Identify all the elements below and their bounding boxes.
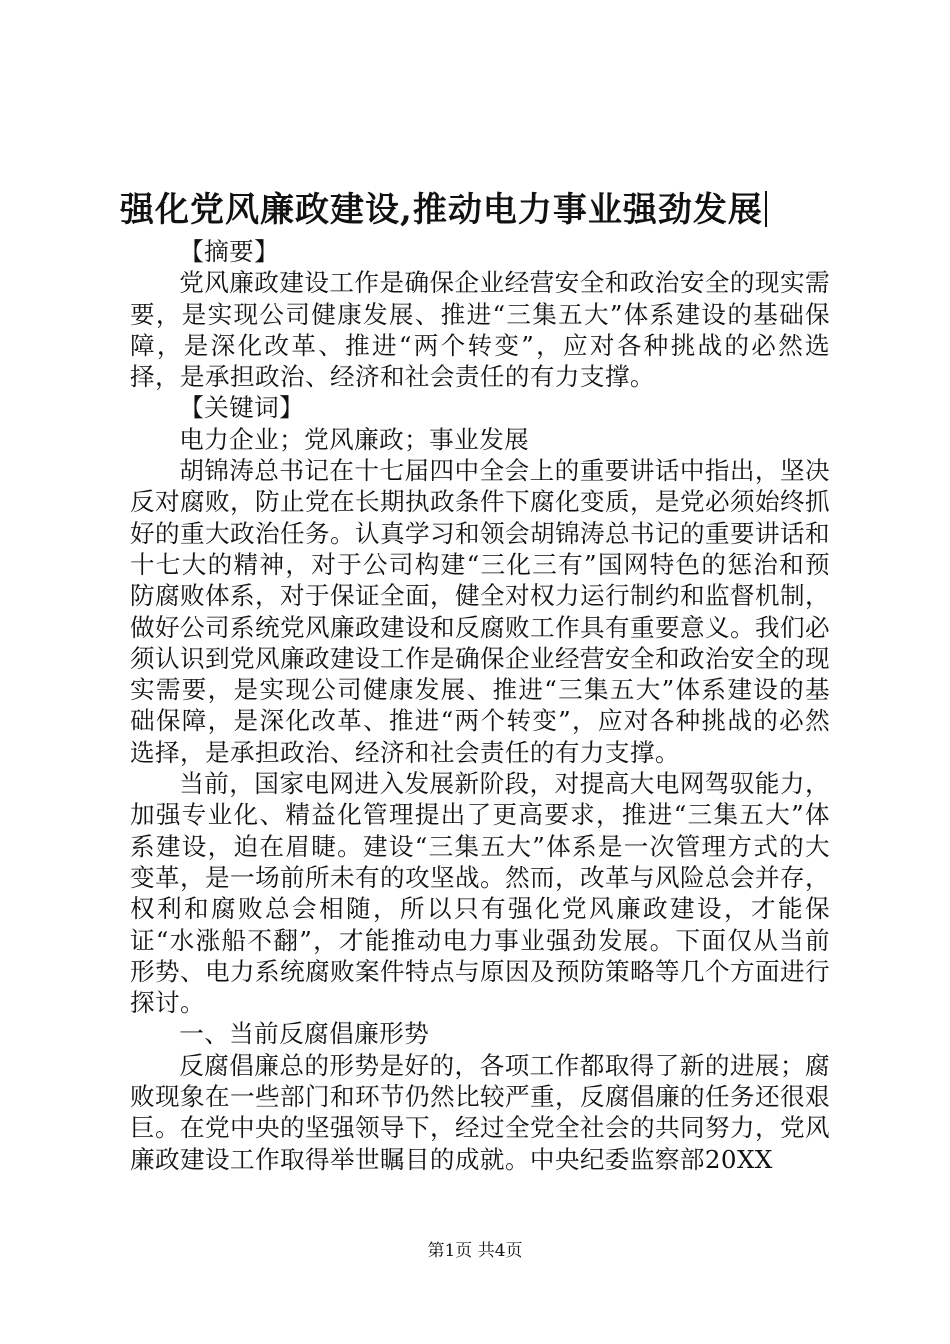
section-heading: 一、当前反腐倡廉形势 <box>179 1019 430 1049</box>
abstract-heading: 【摘要】 <box>179 237 280 266</box>
body-paragraph: 当前，国家电网进入发展新阶段，对提高大电网驾驭能力，加强专业化、精益化管理提出了更高要求，推进“三集五大”体系建设，迫在眉睫。建设“三集五大”体系是一次管理方式的大变革，是一场前所未有的攻坚战。然而，改革与风险总会并存，权利和腐败总会相随，所以只有强化党风廉政建设，才能保证“水涨船不翻”，才能推动电力事业强劲发展。下面仅从当前形势、电力系统腐败案件特点与原因及预防策略等几个方面进行探讨。 <box>130 769 830 1018</box>
text-cursor <box>765 191 767 227</box>
title-text: 强化党风廉政建设,推动电力事业强劲发展 <box>120 190 763 230</box>
keywords-paragraph: 电力企业；党风廉政；事业发展 <box>179 424 530 454</box>
page-footer: 第1页 共4页 <box>427 1241 523 1261</box>
keywords-heading: 【关键词】 <box>179 393 305 423</box>
document-body <box>130 236 830 1175</box>
body-paragraph: 胡锦涛总书记在十七届四中全会上的重要讲话中指出，坚决反对腐败，防止党在长期执政条件下腐化变质，是党必须始终抓好的重大政治任务。认真学习和领会胡锦涛总书记的重要讲话和十七大的精神，对于公司构建“三化三有”国网特色的惩治和预防腐败体系，对于保证全面，健全对权力运行制约和监督机制，做好公司系统党风廉政建设和反腐败工作具有重要意义。我们必须认识到党风廉政建设工作是确保企业经营安全和政治安全的现实需要，是实现公司健康发展、推进“三集五大”体系建设的基础保障，是深化改革、推进“两个转变”，应对各种挑战的必然选择，是承担政治、经济和社会责任的有力支撑。 <box>130 456 830 767</box>
body-paragraph: 反腐倡廉总的形势是好的，各项工作都取得了新的进展；腐败现象在一些部门和环节仍然比较严重，反腐倡廉的任务还很艰巨。在党中央的坚强领导下，经过全党全社会的共同努力，党风廉政建设工作取得举世瞩目的成就。中央纪委监察部20XX <box>130 1050 830 1174</box>
abstract-paragraph: 党风廉政建设工作是确保企业经营安全和政治安全的现实需要，是实现公司健康发展、推进“三集五大”体系建设的基础保障，是深化改革、推进“两个转变”，应对各种挑战的必然选择，是承担政治、经济和社会责任的有力支撑。 <box>130 268 830 392</box>
document-title <box>120 186 840 234</box>
